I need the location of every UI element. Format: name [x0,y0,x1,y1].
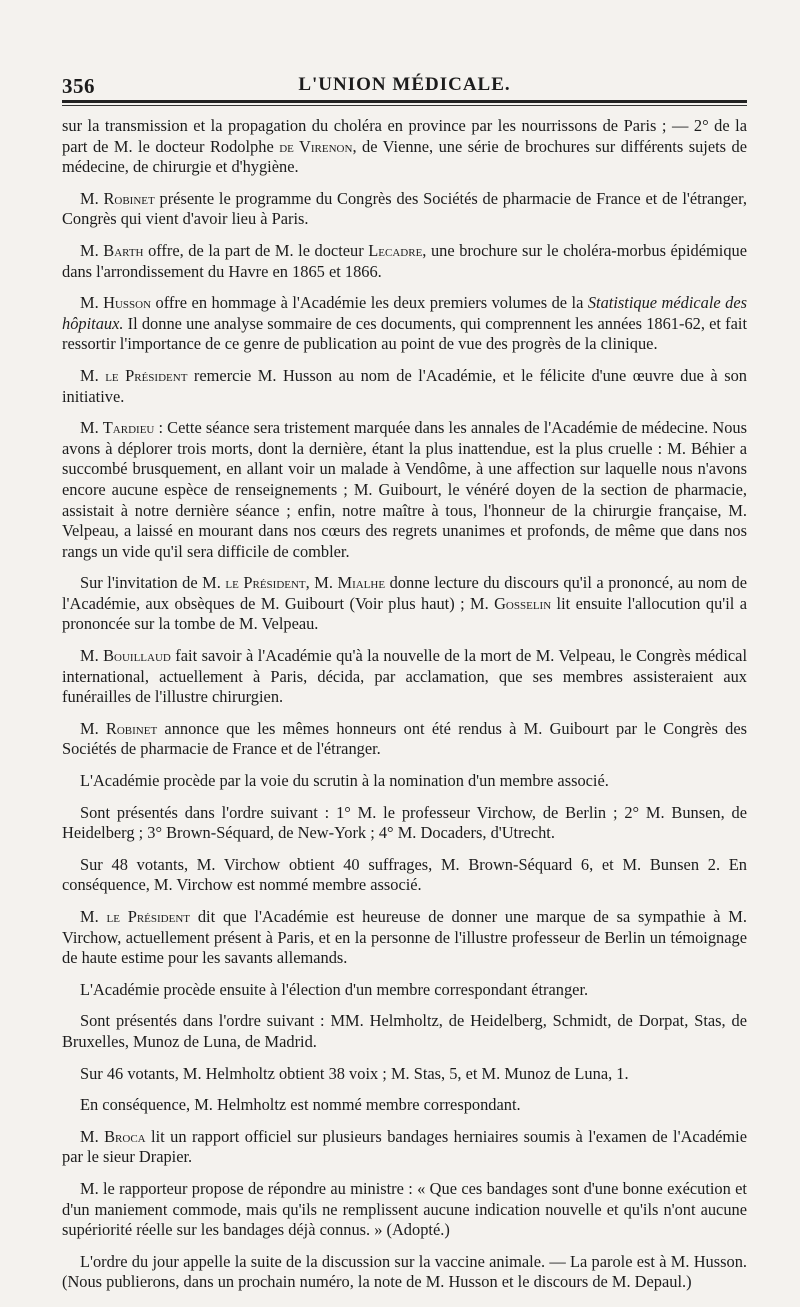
text-run: dit que l'Académie est heureuse de donner une marque de sa sympathie à M. Virchow, actuellement présent à Paris, et en la personne de l'illustre professeur de Berlin un témoignage de haute estime pour les savants allemands. [62,907,747,968]
text-run: offre en hommage à l'Académie les deux premiers volumes de la [151,293,588,313]
text-run: L'Académie procède par la voie du scrutin à la nomination d'un membre associé. [80,771,609,791]
paragraph [62,855,747,896]
italic-title: Statistique médicale des hôpitaux. [62,293,747,333]
text-run: M. [80,907,107,926]
paragraph [62,1127,747,1168]
paragraph [62,1179,747,1241]
text-run: remercie M. Husson au nom de l'Académie, et le félicite d'une œuvre due à son initiative. [62,365,747,406]
text-run: , une brochure sur le choléra-morbus épidémique dans l'arrondissement du Havre en 1865 et 1866. [62,240,747,281]
name-small-caps: Robinet [105,718,158,738]
header-rule-thick [62,100,747,103]
name-small-caps: le Président [105,365,188,385]
text-run: M. [80,365,106,385]
paragraph [62,719,747,760]
name-small-caps: Husson [103,293,152,313]
name-small-caps: Lecadre [368,240,423,260]
text-run: L'Académie procède ensuite à l'élection d'un membre correspondant étranger. [80,979,589,999]
running-title: L'UNION MÉDICALE. [298,74,511,95]
text-run: , M. [305,573,338,593]
paragraph [62,980,747,1001]
paragraph [62,907,747,969]
text-run: M. [80,646,104,666]
name-small-caps: Mialhe [337,573,386,593]
text-run: offre, de la part de M. le docteur [143,240,369,260]
paragraph [62,418,747,562]
text-run: lit ensuite l'allocution qu'il a prononcée sur la tombe de M. Velpeau. [62,593,748,634]
text-run: M. [80,240,104,260]
paragraph [62,189,747,230]
text-run: Sont présentés dans l'ordre suivant : MM. Helmholtz, de Heidelberg, Schmidt, de Dorpat, Stas, de Bruxelles, Munoz de Luna, de Madrid. [62,1011,747,1051]
text-run: lit un rapport officiel sur plusieurs bandages herniaires soumis à l'examen de l'Académie par le sieur Drapier. [62,1126,747,1167]
name-small-caps: le Président [106,907,191,926]
name-small-caps: Robinet [103,188,155,208]
paragraph [62,573,747,635]
paragraph [62,241,747,282]
paragraph [62,116,747,178]
text-run: , de Vienne, une série de brochures sur différents sujets de médecine, de chirurgie et d'hygiène. [62,136,747,177]
paragraph [62,293,747,355]
text-run: Sur l'invitation de M. [80,573,226,593]
paragraph [62,1252,747,1293]
text-run: M. [80,718,106,738]
text-run: M. [80,1126,105,1146]
name-small-caps: Tardieu [102,418,155,438]
text-run: M. [80,293,104,313]
text-run: Sur 46 votants, M. Helmholtz obtient 38 voix ; M. Stas, 5, et M. Munoz de Luna, 1. [80,1063,629,1083]
paragraph [62,1064,747,1085]
name-small-caps: le Président [225,573,306,593]
paragraph [62,366,747,407]
paragraph [62,1011,747,1052]
header-rule-thin [62,105,747,106]
text-run: M. [80,418,103,438]
text-run: : Cette séance sera tristement marquée dans les annales de l'Académie de médecine. Nous avons à déplorer trois morts, dont la dernière, étant la plus inattendue, est la plus cruelle : M. Béhier a succombé brusquement, en allant voir un malade à Vendôme, à une affection sur laquelle nous n'avons encore aucune espèce de renseignements ; M. Guibourt, le vénéré doyen de la section de pharmacie, assistait à notre dernière séance ; enfin, notre maître à tous, l'honneur de la chirurgie française, M. Velpeau, a laissé en mourant dans nos cœurs des regrets unanimes et profonds, de même que dans nos rangs un vide qu'il sera difficile de combler. [62,418,747,561]
paragraph [62,1095,747,1116]
name-small-caps: Gosselin [494,593,552,613]
text-run: présente le programme du Congrès des Sociétés de pharmacie de France et de l'étranger, Congrès qui vient d'avoir lieu à Paris. [62,188,747,229]
text-run: sur la transmission et la propagation du choléra en province par les nourrissons de Paris ; — 2° de la part de M. le docteur Rodolphe [62,116,747,156]
text-run: annonce que les mêmes honneurs ont été rendus à M. Guibourt par le Congrès des Sociétés de pharmacie de France et de l'étranger. [62,718,747,759]
text-run: Il donne une analyse sommaire de ces documents, qui comprennent les années 1861-62, et fait ressortir l'importance de ce genre de publication au point de vue des progrès de la clinique. [62,313,747,354]
text-run: donne lecture du discours qu'il a prononcé, au nom de l'Académie, aux obsèques de M. Guibourt (Voir plus haut) ; M. [62,573,747,613]
name-small-caps: Bouillaud [103,646,171,666]
name-small-caps: Barth [103,240,144,260]
text-run: Sur 48 votants, M. Virchow obtient 40 suffrages, M. Brown-Séquard 6, et M. Bunsen 2. En conséquence, M. Virchow est nommé membre associé. [62,854,747,895]
page-header [62,62,747,96]
text-run: fait savoir à l'Académie qu'à la nouvelle de la mort de M. Velpeau, le Congrès médical international, actuellement à Paris, décida, par acclamation, que ses membres assisteraient aux funérailles de l'illustre chirurgien. [62,646,747,707]
text-run: En conséquence, M. Helmholtz est nommé membre correspondant. [80,1095,521,1115]
text-run: Sont présentés dans l'ordre suivant : 1° M. le professeur Virchow, de Berlin ; 2° M. Bunsen, de Heidelberg ; 3° Brown-Séquard, de New-York ; 4° M. Docaders, d'Utrecht. [62,802,747,843]
paragraph [62,771,747,792]
name-small-caps: Broca [104,1126,146,1146]
paragraph [62,646,747,708]
name-small-caps: de Virenon [279,136,353,156]
text-run: M. [80,188,104,208]
paragraph [62,803,747,844]
page-number: 356 [62,74,95,98]
text-run: M. le rapporteur propose de répondre au ministre : « Que ces bandages sont d'une bonne exécution et d'un maniement commode, mais qu'ils ne remplissent aucune indication nouvelle et qu'ils n'ont aucune supériorité réelle sur les bandages déjà connus. » (Adopté.) [62,1178,747,1240]
article-body [62,116,747,1293]
text-run: L'ordre du jour appelle la suite de la discussion sur la vaccine animale. — La parole est à M. Husson. (Nous publierons, dans un prochain numéro, la note de M. Husson et le discours de M. Depaul.) [62,1251,747,1292]
